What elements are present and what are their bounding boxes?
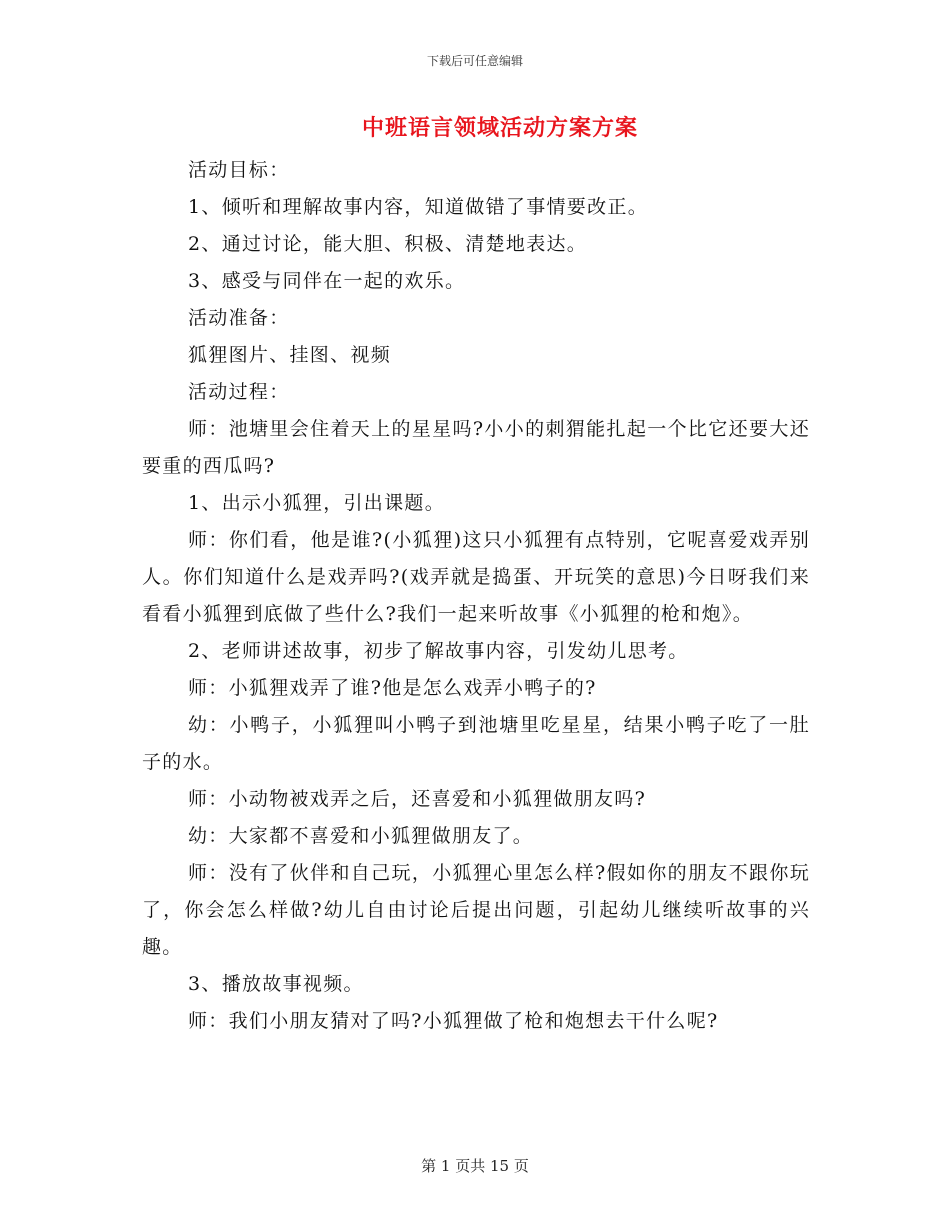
paragraph-step-1: 1、出示小狐狸，引出课题。 xyxy=(188,492,445,514)
paragraph-teacher-intro: 师：你们看，他是谁?(小狐狸)这只小狐狸有点特别，它呢喜爱戏弄别人。你们知道什么是戏弄吗?(戏弄就是捣蛋、开玩笑的意思)今日呀我们来看看小狐狸到底做了些什么?我们一起来听故事《小狐狸的枪和炮》。 xyxy=(142,529,810,625)
paragraph-child-answer-2: 幼：大家都不喜爱和小狐狸做朋友了。 xyxy=(188,825,534,847)
paragraph-teacher-question-5: 师：我们小朋友猜对了吗?小狐狸做了枪和炮想去干什么呢? xyxy=(188,1010,719,1032)
page-number-indicator: 第 1 页共 15 页 xyxy=(421,1157,529,1175)
paragraph-teacher-question-2: 师：小狐狸戏弄了谁?他是怎么戏弄小鸭子的? xyxy=(188,677,597,699)
paragraph-teacher-question-4: 师：没有了伙伴和自己玩，小狐狸心里怎么样?假如你的朋友不跟你玩了，你会怎么样做?幼儿自由讨论后提出问题，引起幼儿继续听故事的兴趣。 xyxy=(142,862,810,958)
paragraph-goal-2: 2、通过讨论，能大胆、积极、清楚地表达。 xyxy=(188,233,588,255)
paragraph-prep-heading: 活动准备： xyxy=(188,307,290,329)
paragraph-teacher-question-3: 师：小动物被戏弄之后，还喜爱和小狐狸做朋友吗? xyxy=(188,788,647,810)
paragraph-prep-materials: 狐狸图片、挂图、视频 xyxy=(188,344,392,366)
paragraph-goals-heading: 活动目标： xyxy=(188,159,290,181)
paragraph-child-answer-1: 幼：小鸭子，小狐狸叫小鸭子到池塘里吃星星，结果小鸭子吃了一肚子的水。 xyxy=(142,714,810,773)
paragraph-teacher-question-1: 师：池塘里会住着天上的星星吗?小小的刺猬能扎起一个比它还要大还要重的西瓜吗? xyxy=(142,418,810,477)
page-header-note: 下载后可任意编辑 xyxy=(426,54,523,68)
document-title: 中班语言领域活动方案方案 xyxy=(361,115,638,141)
paragraph-process-heading: 活动过程： xyxy=(188,381,290,403)
document-body xyxy=(142,152,810,1040)
paragraph-step-3: 3、播放故事视频。 xyxy=(188,973,364,995)
paragraph-step-2: 2、老师讲述故事，初步了解故事内容，引发幼儿思考。 xyxy=(188,640,689,662)
paragraph-goal-1: 1、倾听和理解故事内容，知道做错了事情要改正。 xyxy=(188,196,648,218)
paragraph-goal-3: 3、感受与同伴在一起的欢乐。 xyxy=(188,270,466,292)
